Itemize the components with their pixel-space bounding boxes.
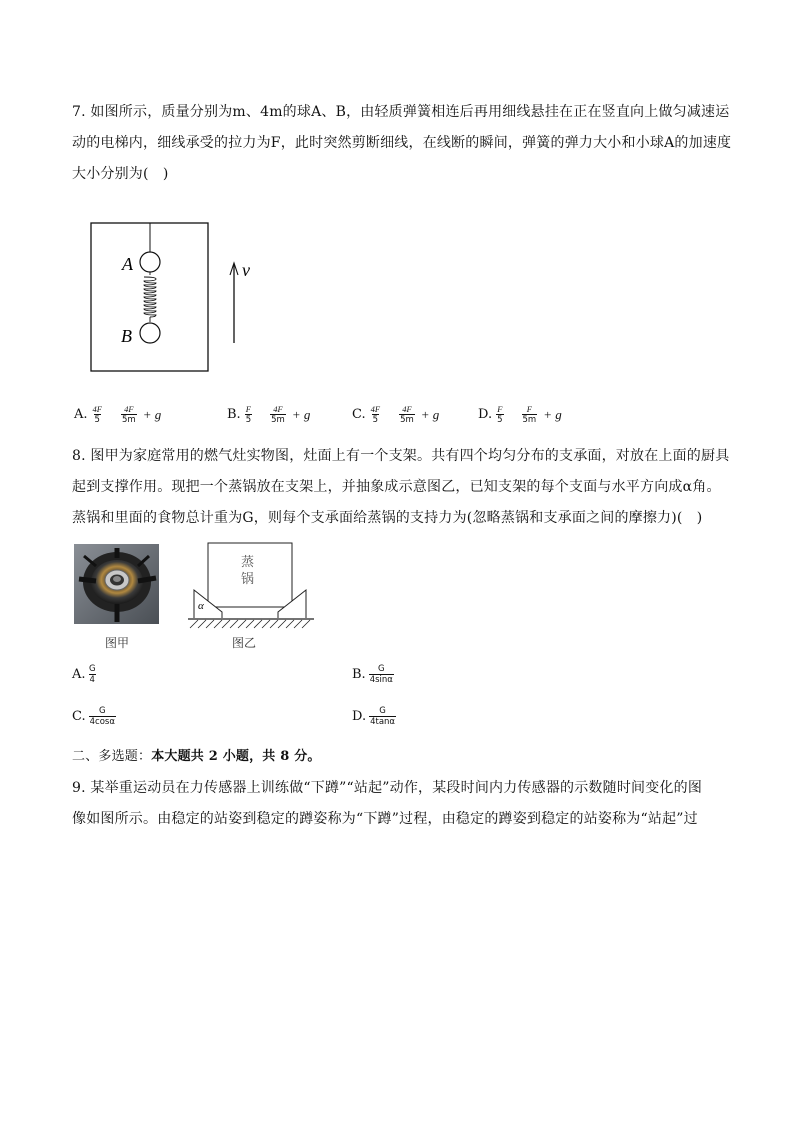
fraction: G 4 (88, 664, 96, 685)
option-letter: B. (352, 667, 366, 682)
fraction: G 4tanα (370, 706, 396, 727)
option-letter: C. (72, 709, 86, 724)
fraction-1: $\frac{F}{5}$ (497, 404, 503, 425)
label-a: A (122, 254, 133, 274)
fig-jia-caption: 图甲 (105, 636, 130, 650)
q7-option-a[interactable] (74, 404, 161, 425)
fraction-1: $\frac{4F}{5}$ (92, 404, 102, 425)
section-2-body: 本大题共 2 小题，共 8 分。 (151, 749, 321, 764)
option-tail: + g (142, 406, 162, 422)
q8-option-d[interactable] (352, 706, 399, 727)
option-tail: + g (291, 406, 311, 422)
option-tail: + g (420, 406, 440, 422)
q7-option-c[interactable] (352, 404, 439, 425)
fraction-2: $\frac{4F}{5m}$ (121, 404, 136, 425)
ball-b (140, 323, 160, 343)
q8-line-3: 蒸锅和里面的食物总计重为G，则每个支承面给蒸锅的支持力为(忽略蒸锅和支承面之间的摩擦力)( ) (72, 510, 703, 526)
section-2-heading (72, 747, 321, 767)
q7-option-b[interactable] (227, 404, 310, 425)
q8-line-1: 8. 图甲为家庭常用的燃气灶实物图，灶面上有一个支架。共有四个均匀分布的支承面，对放在上面的厨具 (72, 448, 730, 464)
ball-a (140, 252, 160, 272)
fraction-2: $\frac{F}{5m}$ (522, 404, 537, 425)
q7-option-d[interactable] (478, 404, 562, 425)
option-tail: + g (543, 406, 562, 422)
option-letter: D. (478, 407, 493, 422)
q9-line-1: 9. 某举重运动员在力传感器上训练做“下蹲”“站起”动作，某段时间内力传感器的示数随时间变化的图 (72, 780, 703, 796)
option-letter: A. (74, 407, 88, 422)
q7-line-3: 大小分别为( ) (72, 166, 169, 182)
q8-option-c[interactable] (72, 706, 119, 727)
label-v: v (242, 260, 250, 280)
option-letter: B. (227, 407, 241, 422)
fraction-2: $\frac{4F}{5m}$ (400, 404, 414, 425)
q8-option-b[interactable] (352, 664, 397, 685)
q8-option-a[interactable] (72, 664, 99, 685)
steamer-schematic (186, 540, 318, 632)
fraction-1: $\frac{4F}{5}$ (370, 404, 381, 425)
fraction: G 4sinα (369, 664, 393, 685)
q7-line-1: 7. 如图所示，质量分别为m、4m的球A、B，由轻质弹簧相连后再用细线悬挂在正在竖直向上做匀减速运 (72, 104, 730, 120)
fraction: G 4cosα (89, 706, 115, 727)
q8-line-2: 起到支撑作用。现把一个蒸锅放在支架上，并抽象成示意图乙，已知支架的每个支面与水平方向成α角。 (72, 479, 721, 495)
section-2-prefix: 二、多选题： (72, 749, 152, 764)
q7-elevator-figure (84, 215, 274, 380)
fig-yi-caption: 图乙 (232, 636, 257, 650)
fraction-2: $\frac{4F}{5m}$ (271, 404, 285, 425)
q7-line-2: 动的电梯内，细线承受的拉力为F，此时突然剪断细线，在线断的瞬间，弹簧的弹力大小和小球A的加速度 (72, 135, 732, 151)
option-letter: D. (352, 709, 367, 724)
label-b: B (121, 326, 132, 346)
spring (144, 272, 156, 322)
q9-line-2: 像如图所示。由稳定的站姿到稳定的蹲姿称为“下蹲”过程，由稳定的蹲姿到稳定的站姿称为“站起”过 (72, 811, 698, 827)
pot-char-2: 锅 (241, 572, 255, 587)
option-letter: C. (352, 407, 366, 422)
pot-char-1: 蒸 (241, 555, 255, 570)
fraction-1: $\frac{F}{5}$ (245, 404, 252, 425)
option-letter: A. (72, 667, 86, 682)
angle-label: α (198, 600, 204, 612)
gas-stove-photo (74, 544, 159, 624)
